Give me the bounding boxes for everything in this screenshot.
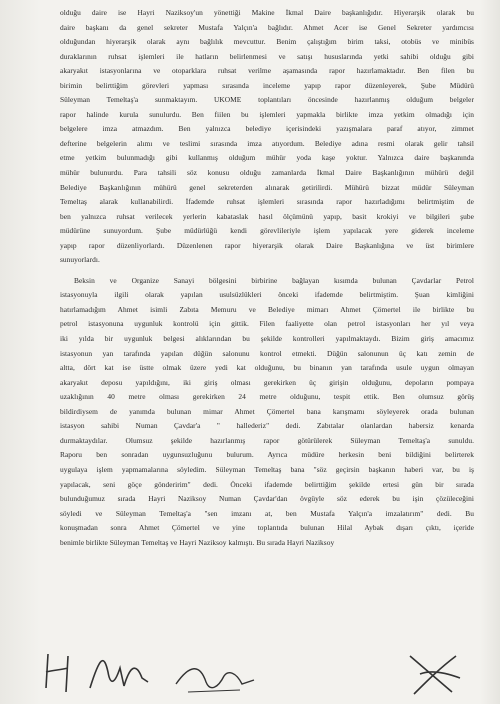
signature-2 bbox=[84, 648, 154, 698]
text-line: akaryakıt deposu yapıldığını, iki giriş olması gerekirken üç girişin olduğunu, depoların pompaya bbox=[60, 377, 474, 387]
text-line: Beksin ve Organize Sanayi bölgesini birbirine bağlayan kısımda bulunan Çavdarlar Petrol bbox=[74, 275, 474, 285]
text-line: iki yılda bir uygunluk belgesi alıklarından bu şekilde kontrolleri yapılmaktaydı. Bizim giriş amacımız bbox=[60, 334, 474, 344]
signature-3 bbox=[170, 654, 260, 698]
text-line: bulunduğumuz sırada Hayri Naziksoy Numan Çavdar'dan övgüyle söz ederek bu işin çözüleceğini bbox=[60, 494, 474, 504]
text-line: durmaktaydılar. Olumsuz şekilde hazırlanmış rapor götürülerek Süleyman Temeltaş'a sunuldu. bbox=[60, 435, 474, 445]
text-line: yapıp rapor düzenliyorlardı. Düzenlenen rapor hiyerarşik olarak Daire Başkanlığına ve üst birimlere bbox=[60, 240, 474, 250]
text-line: sunuyorlardı. bbox=[60, 255, 100, 265]
text-line: birimin belirttiğim görevleri yapması sırasında inceleme yapıp rapor düzenleyerek, Şube Müdürü bbox=[60, 80, 474, 90]
signature-1 bbox=[40, 648, 80, 698]
text-line: bildirdiysem de yanımda bulunan mimar Ahmet Çömertel bana karışmamı söyleyerek orada bulunan bbox=[60, 406, 474, 416]
paragraph-1 bbox=[60, 6, 474, 268]
text-line: olduğu daire ise Hayri Naziksoy'un yönettiği Makine İkmal Daire başkanlığıdır. Hiyerarşik olarak bu bbox=[60, 8, 474, 17]
text-line: ben yalnızca ruhsat verilecek yerlerin kabataslak hasıl ölçümünü yapıp, basit krokiyi ve bilgileri şube bbox=[60, 211, 474, 221]
text-line: yapılacak, seni göçe gönderirim" dedi. Önceki ifademde belirttiğim şekilde ertesi gün bir sırada bbox=[60, 479, 474, 489]
text-line: söyledi ve Süleyman Temeltaş'a "sen imzanı at, ben Mustafa Yalçın'a imzalatırım" dedi. Bu bbox=[60, 508, 474, 518]
text-line: daire başkanı da genel sekreter Mustafa Yalçın'a bağlıdır. Ahmet Acer ise Genel Sekreter yardımcısı bbox=[60, 22, 474, 32]
text-line: konuşmadan sonra Ahmet Çömertel ve yine toplantıda bulunan Hilal Aybak dışarı çıktı, içeride bbox=[60, 523, 474, 533]
text-line: Temeltaş alarak kullanabilirdi. İfademde ruhsat işlemleri sırasında rapor hazırladığımı belirtmiştim de bbox=[60, 197, 474, 207]
text-line: Raporu ben sonradan uygunsuzluğunu bulurum. Ayrıca müdüre herkesin beni bildiğini belirterek bbox=[60, 450, 474, 460]
signature-area bbox=[40, 648, 480, 700]
text-line: duraklarının ruhsat işlemleri ile hatların belirlenmesi ve satışı hususlarında yetki sahibi olduğu gibi bbox=[60, 51, 474, 61]
text-line: etme yetkim bulunmadığı gibi kullanmış olduğum mühür yoda kaşe yoktur. Yalnızca daire başkanında bbox=[60, 153, 474, 163]
text-line: Belediye Başkanlığının mühürü genel sekreterden alınarak getirilirdi. Mühürü bizzat müdür Süleyman bbox=[60, 182, 474, 192]
text-line: belgelere imza atmazdım. Ben yalnızca belediye içerisindeki yazışmalara paraf atıyor, zimmet bbox=[60, 124, 474, 134]
text-line: benimle birlikte Süleyman Temeltaş ve Hayri Naziksoy kalmıştı. Bu sırada Hayri Naziksoy bbox=[60, 537, 335, 547]
paragraph-2 bbox=[60, 274, 474, 550]
text-line: istasyonuyla ilgili olarak yapılan usulsüzlükleri önceki ifademde belirtmiştim. Şuan kimliğini bbox=[60, 290, 474, 300]
text-line: mühür bulunurdu. Para tahsili söz konusu olduğu zamanlarda İkmal Daire Başkanlığının mühürü değil bbox=[60, 168, 474, 178]
text-line: altta, dört kat ise üstte olmak üzere yedi kat olduğunu, bu binanın yan tarafında usule uygun olmayan bbox=[60, 363, 474, 373]
text-line: akaryakıt istasyonlarına ve otoparklara ruhsat verilme aşamasında rapor hazırlamaktadır. Ben filen bu bbox=[60, 66, 474, 76]
text-line: müdürüne sunuyordum. Şube müdürlüğü kendi görevlileriyle işlem yapılacak yere giderek inceleme bbox=[60, 226, 474, 236]
text-line: istasyonun yan tarafında yapılan düğün salonunu kontrol etmekti. Düğün salonunun üç katı zemin de bbox=[60, 348, 474, 358]
text-line: uygulaya işlem yapmamalarına söyledim. Süleyman Temeltaş bana "söz geçirsin başkanın haberi var, bu iş bbox=[60, 464, 474, 474]
text-line: defterine belgelerin alımı ve teslimi sırasında imza atıyordum. Belediye adına resmi olarak gelir tahsil bbox=[60, 138, 474, 148]
text-line: Süleyman Temeltaş'a sunmaktayım. UKOME toplantıları öncesinde hazırlanmış olduğum belgeler bbox=[60, 95, 474, 105]
text-line: petrol istasyonuna uygunluk kontrolü için gittik. Filen faaliyette olan petrol istasyonları her yıl veya bbox=[60, 319, 474, 329]
text-line: istasyon sahibi Numan Çavdar'a " hallederiz" dedi. Zabıtalar olanlardan habersiz kenarda bbox=[60, 421, 474, 431]
text-line: hatırlamadığım Ahmet isimli Zabıta Memuru ve Belediye mimarı Ahmet Çömertel ile birlikte bu bbox=[60, 304, 474, 314]
text-line: rapor halinde kurula sunulurdu. Ben fiilen bu işlemleri yapmakla birlikte imza yetkim olmadığı için bbox=[60, 109, 474, 119]
signature-4 bbox=[400, 648, 470, 700]
text-line: uzaklığının 40 metre olması gerekirken 24 metre olduğunu, tespit ettik. Ben olumsuz görüş bbox=[60, 392, 474, 402]
text-line: olduğundan hiyerarşik olarak aynı bağlılık mevcuttur. Benim çalıştığım birim taksi, otobüs ve minibüs bbox=[60, 37, 474, 47]
